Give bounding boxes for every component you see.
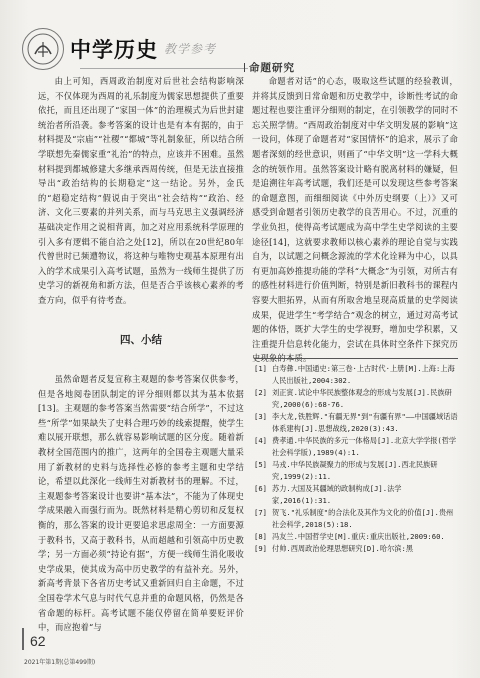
reference-number: [8] [254, 532, 267, 541]
page-number: 62 [30, 633, 46, 649]
journal-brand-sub: 教学参考 [164, 42, 217, 56]
reference-number: [7] [254, 508, 267, 517]
reference-number: [2] [254, 388, 267, 397]
reference-item [254, 543, 458, 555]
reference-number: [3] [254, 412, 267, 421]
reference-text: 李大龙,铁胜辉."有疆无界"到"有疆有界"——中国疆域话语体系建构[J].思想战线,2020(3):43. [272, 412, 458, 433]
page-header [22, 22, 462, 82]
reference-item [254, 531, 458, 543]
reference-number: [4] [254, 436, 267, 445]
reference-item [254, 507, 458, 531]
left-column [38, 74, 244, 308]
header-divider [80, 68, 248, 69]
reference-text: 付帅.西周政治伦理思想研究[D].哈尔滨:黑 [272, 544, 413, 553]
left-paragraph: 由上可知，西周政治制度对后世社会结构影响深远，不仅体现为西周的礼乐制度为儒家思想提供了重要依托，而且还出现了“家国一体”的治理模式为后世封建统治者所沿袭。参考答案的设计也是有本有据的，由于材料提及“宗庙”“社稷”“都城”等礼制象征，所以结合所学联想先秦儒家重“礼治”的特点，应该并不困难。虽然材料提到都城修建大多继承西周传统，但是无法直接推导出“政治结构的长期稳定”这一结论。另外，金氏的“超稳定结构”假说由于突出“社会结构”“政治、经济、文化三要素的并列关系，而与马克思主义强调经济基础决定作用之说相背离，加之对应用系统科学原理的引入多有逻辑不能自洽之处[12]，所以在20世纪80年代曾世时已频遭物议，将这种与唯物史观基本原理有出入的学术成果引入高考试题，虽然为一线师生提供了历史学习的新视角和新方法，但是否合乎该核心素养的考查方向，似乎有待考查。 [38, 76, 244, 305]
reference-number: [5] [254, 460, 267, 469]
issue-footer: 2021年第1期(总第499期) [24, 659, 96, 666]
left-bottom-column [38, 372, 244, 635]
reference-number: [6] [254, 484, 267, 493]
reference-item [254, 387, 458, 411]
reference-number: [9] [254, 544, 267, 553]
reference-text: 白寿彝.中国通史:第三卷·上古时代·上册[M].上海:上海人民出版社,2004:302. [272, 364, 455, 385]
right-paragraph: 命题者对话”的心态，吸取这些试题的经验教训，并将其反馈到日常命题和历史教学中，诊断性考试的命题过程也要注重评分细则的制定，在引领教学的同时不忘关照学情。“西周政治制度对中华文明发展的影响”这一设问，体现了命题者对“家国情怀”的追求，展示了命题者深刻的经世意识，则画了“中华文明”这一学科大概念的统领作用。虽然答案设计略有脱离材料的嫌疑，但是追溯往年高考试题，我们还是可以发现这些参考答案的命题意图，而细细阅读《中外历史纲要（上）》又可感受到命题者引领历史教学的良苦用心。不过，沉重的学业负担，使得高考试题成为高中学生史学阅读的主要途径[14]，这就要求教师以核心素养的理论自觉与实践自为，以试题之问概念源流的学术化诠释为中心，以具有更加高妙推提功能的学科“大概念”为引领，对所古有的感性材料进行价值判断，特别是新旧教科书的课程内容要大胆拓界，从而有所取舍地呈现高质量的史学阅读成果，促进学生“考学结合”观念的树立，通过对高考试题的体悟，既扩大学生的史学视野，增加史学积累，又注重提升信息转化能力，尝试在具体时空条件下探究历史现象的本质。 [252, 76, 458, 364]
reference-item [254, 435, 458, 459]
reference-item [254, 483, 458, 507]
section-tag: 命题研究 [244, 60, 295, 75]
right-column [252, 74, 458, 366]
reference-item [254, 459, 458, 483]
journal-logo-icon [22, 28, 64, 70]
reference-text: 费孝通.中华民族的多元一体格局[J].北京大学学报(哲学社会科学版),1989(4):1. [272, 436, 457, 457]
left-bottom-paragraph: 虽然命题者反复宣称主观题的参考答案仅供参考，但是各地阅卷团队制定的评分细则都以其为基本依据[13]。主观题的参考答案当然需要“结合所学”，不过这些“所学”如果缺失了史料合理巧妙的线索提醒，使学生难以展开联想，那么就容易影响试题的区分度。随着新教材全国范围内的推广，这两年的全国卷主观题大量采用了新教材的史料与选择性必修的参考主题和史学结论，希望以此深化一线师生对新教材书的理解。不过，主观题参考答案设计也要讲“基本法”，不能为了体现史学成果融入而强行而为。既然材料是精心剪切和反复权衡的，那么答案的设计更要追求思虑周全：一方面要源于教科书，又高于教科书，从而超越和引领高中历史教学；另一方面必须“持论有据”，方便一线师生消化吸收史学成果，使其成为高中历史教学的有益补充。另外，新高考背景下各省历史考试又重新回归自主命题，不过全国卷学术气息与时代气息并重的命题风格，仍然是各省命题的标杆。高考试题不能仅停留在简单要贬评价中，而应抱着“与 [38, 374, 244, 633]
reference-item [254, 363, 458, 387]
reference-text: 刘正寅.试论中华民族整体观念的形成与发展[J].民族研究,2000(6):68-76. [272, 388, 452, 409]
reference-text: 贺飞."礼乐制度"的合法化及其作为文化的价值[J].贵州社会科学,2018(5):18. [272, 508, 454, 529]
reference-text: 苏力.大国及其疆域的政制构成[J].法学家,2016(1):31. [272, 484, 402, 505]
reference-number: [1] [254, 364, 267, 373]
reference-text: 冯友兰.中国哲学史[M].重庆:重庆出版社,2009:60. [272, 532, 445, 541]
journal-brand: 中学历史 [70, 37, 158, 62]
reference-item [254, 411, 458, 435]
references-list [254, 358, 458, 555]
reference-text: 马戎.中华民族凝聚力的形成与发展[J].西北民族研究,1999(2):11. [272, 460, 438, 481]
section-heading: 四、小结 [120, 334, 162, 346]
